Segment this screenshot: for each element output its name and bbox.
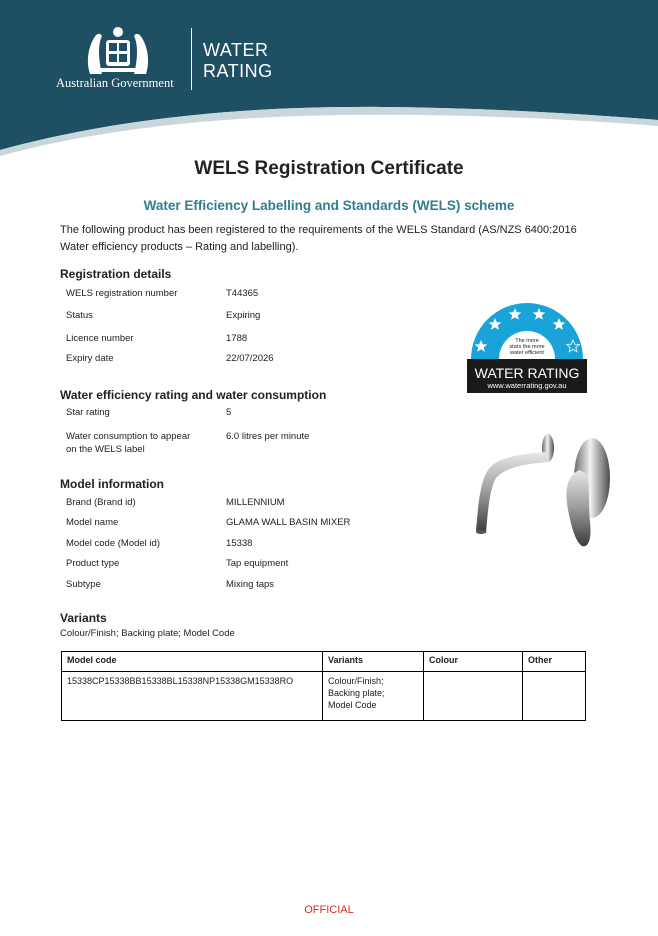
table-row	[62, 672, 586, 721]
brand-label: Brand (Brand id)	[66, 497, 136, 508]
subtype-label: Subtype	[66, 579, 101, 590]
model-code-label: Model code (Model id)	[66, 538, 160, 549]
certificate-title: WELS Registration Certificate	[194, 158, 464, 179]
product-type-label: Product type	[66, 558, 120, 569]
coat-of-arms-icon	[80, 24, 156, 76]
brand-value: MILLENNIUM	[226, 497, 285, 508]
badge-url: www.waterrating.gov.au	[487, 381, 567, 390]
water-rating-logo-line1: WATER	[203, 40, 269, 60]
product-type-value: Tap equipment	[226, 558, 289, 569]
variants-line1: Colour/Finish;	[328, 676, 384, 686]
model-code-value: 15338	[226, 538, 253, 549]
variants-line2: Backing plate;	[328, 688, 385, 698]
product-image	[468, 430, 616, 570]
consumption-value: 6.0 litres per minute	[226, 431, 310, 442]
model-name-label: Model name	[66, 517, 119, 528]
col-variants: Variants	[323, 652, 424, 672]
government-name: Australian Government	[56, 76, 174, 90]
official-marking: OFFICIAL	[304, 904, 354, 916]
model-heading: Model information	[60, 477, 164, 491]
status-value: Expiring	[226, 310, 261, 321]
header-divider	[191, 28, 192, 90]
badge-title: WATER RATING	[474, 365, 580, 381]
rating-heading: Water efficiency rating and water consumption	[60, 388, 327, 402]
badge-note-2: stars the more	[509, 344, 545, 350]
cell-other	[523, 672, 586, 721]
col-other: Other	[523, 652, 586, 672]
expiry-date-value: 22/07/2026	[226, 353, 274, 364]
variants-heading: Variants	[60, 611, 107, 625]
registration-number-label: WELS registration number	[66, 288, 178, 299]
registration-number-value: T44365	[226, 288, 259, 299]
variants-table	[61, 651, 586, 721]
table-header-row	[62, 652, 586, 672]
water-rating-badge	[467, 299, 587, 393]
licence-number-label: Licence number	[66, 333, 134, 344]
star-rating-label: Star rating	[66, 407, 110, 418]
expiry-date-label: Expiry date	[66, 353, 114, 364]
star-rating-value: 5	[226, 407, 232, 418]
header-band	[0, 0, 658, 160]
cell-variants	[323, 672, 424, 721]
consumption-label-line2: on the WELS label	[66, 444, 145, 455]
scheme-subtitle: Water Efficiency Labelling and Standards (WELS) scheme	[143, 198, 515, 213]
variants-line3: Model Code	[328, 700, 377, 710]
consumption-label-line1: Water consumption to appear	[66, 431, 191, 442]
status-label: Status	[66, 310, 93, 321]
cell-colour	[424, 672, 523, 721]
variants-subheading: Colour/Finish; Backing plate; Model Code	[60, 628, 235, 639]
badge-note-1: The more	[515, 338, 539, 344]
col-colour: Colour	[424, 652, 523, 672]
cell-model-code: 15338CP15338BB15338BL15338NP15338GM15338RO	[62, 672, 323, 721]
water-rating-logo-line2: RATING	[203, 61, 273, 81]
badge-note-3: water efficient	[510, 350, 544, 356]
model-name-value: GLAMA WALL BASIN MIXER	[226, 517, 351, 528]
intro-paragraph: The following product has been registered to the requirements of the WELS Standard (AS/NZS 6400:2016 Water efficiency products – Rating and labelling).	[60, 224, 577, 253]
subtype-value: Mixing taps	[226, 579, 275, 590]
licence-number-value: 1788	[226, 333, 248, 344]
registration-heading: Registration details	[60, 267, 172, 281]
col-model-code: Model code	[62, 652, 323, 672]
